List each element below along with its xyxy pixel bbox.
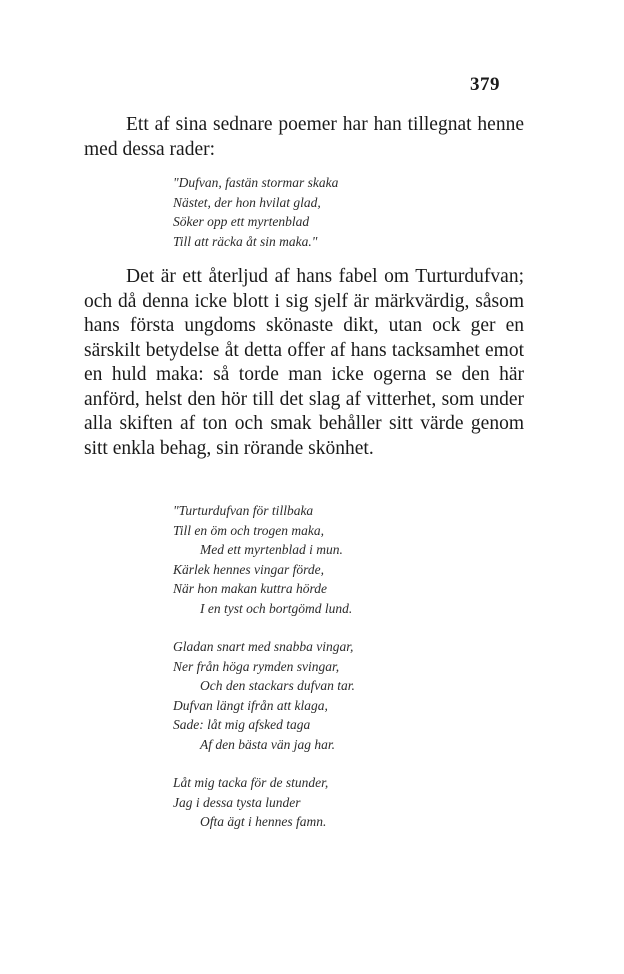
intro-paragraph: Ett af sina sednare poemer har han tillegnat henne med dessa rader: [84, 114, 524, 160]
poem-line: Jag i dessa tysta lunder [173, 794, 301, 810]
poem-line: Ofta ägt i hennes famn. [200, 814, 327, 829]
quoted-verse-line: Nästet, der hon hvilat glad, [173, 194, 321, 210]
poem-line: I en tyst och bortgömd lund. [200, 600, 353, 616]
poem-stanza-3 [173, 773, 355, 832]
poem-line: Kärlek hennes vingar förde, [173, 561, 324, 577]
poem-line: När hon makan kuttra hörde [173, 581, 327, 596]
poem-stanza-2 [173, 637, 355, 754]
quoted-verse-line: "Dufvan, fastän stormar skaka [173, 175, 339, 190]
poem-line: Till en öm och trogen maka, [173, 522, 324, 538]
poem-line: Och den stackars dufvan tar. [200, 678, 355, 693]
poem-line: "Turturdufvan för tillbaka [173, 503, 314, 518]
poem-line: Dufvan längt ifrån att klaga, [173, 697, 328, 713]
commentary-paragraph-block [84, 265, 524, 461]
commentary-paragraph: Det är ett återljud af hans fabel om Turturdufvan; och då denna icke blott i sig sjelf är märkvärdig, såsom hans första ungdoms skönaste dikt, utan ock ger en särskilt betydelse åt detta offer af hans tacksamhet emot en huld maka: så torde man icke ogerna se den här anförd, helst den hör till det slag af vitterhet, som under alla skiften af ton och smak behåller sitt värde genom sitt enkla behag, sin rörande skönhet. [84, 266, 524, 459]
quoted-verse [173, 173, 338, 251]
poem-line: Med ett myrtenblad i mun. [200, 542, 343, 557]
poem-line: Af den bästa vän jag har. [200, 736, 335, 752]
poem-stanza-1 [173, 501, 355, 618]
quoted-verse-line: Söker opp ett myrtenblad [173, 214, 310, 229]
fable-poem [173, 501, 355, 851]
quoted-verse-line: Till att räcka åt sin maka." [173, 233, 318, 249]
poem-line: Gladan snart med snabba vingar, [173, 639, 354, 654]
poem-line: Låt mig tacka för de stunder, [173, 775, 329, 790]
page-number: 379 [470, 74, 500, 95]
poem-line: Sade: låt mig afsked taga [173, 717, 311, 732]
intro-paragraph-block [84, 113, 524, 162]
poem-line: Ner från höga rymden svingar, [173, 658, 340, 674]
